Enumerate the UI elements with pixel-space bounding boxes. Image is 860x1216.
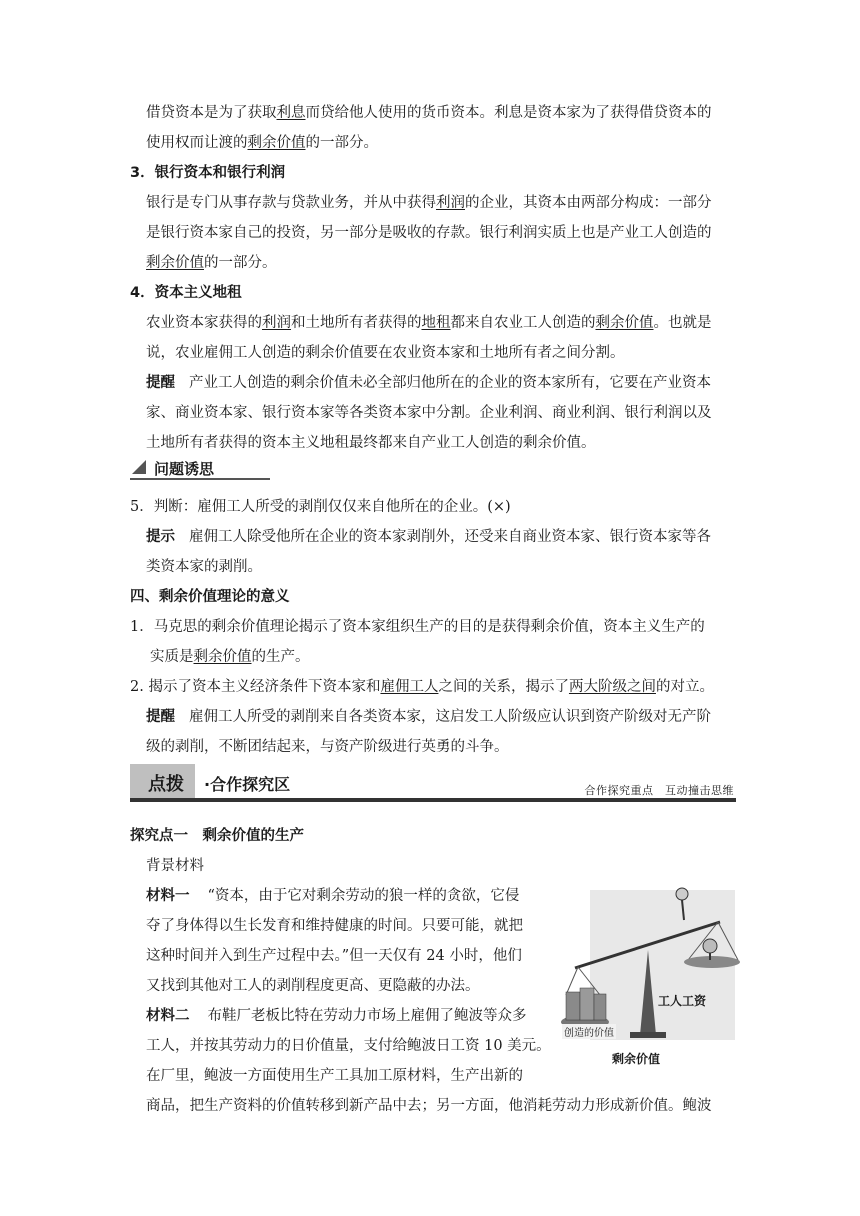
tip-line: 家、商业资本家、银行资本家等各类资本家中分割。企业利润、商业利润、银行利润以及 [146,405,712,421]
underlined-term: 剩余价值 [595,315,654,331]
section-header-question [130,456,270,482]
text: 农业资本家获得的 [146,315,262,331]
text: 的一部分。 [305,135,378,151]
underlined-term: 利息 [276,105,306,121]
text: 产业工人创造的剩余价值未必全部归他所在的企业的资本家所有，它要在产业资本 [189,375,711,391]
paragraph-line [146,193,712,213]
text: “资本，由于它对剩余劳动的狼一样的贪欲，它侵 [207,888,520,904]
tip-label: 提醒 [146,709,175,725]
text: 雇佣工人除受他所在企业的资本家剥削外，还受来自商业资本家、银行资本家等各 [189,529,711,545]
underlined-term: 两大阶级之间 [568,679,656,695]
text: 之间的关系，揭示了 [438,679,569,695]
section-banner [130,764,736,804]
tip-line: 级的剥削，不断团结起来，与资产阶级进行英勇的斗争。 [146,739,509,755]
question-5: 5．判断：雇佣工人所受的剥削仅仅来自他所在的企业。(×) [130,499,511,515]
triangle-icon [132,460,146,474]
text: 的一部分。 [204,255,277,271]
banner-right-text: 合作探究重点 互动撞击思维 [584,784,734,797]
text: 使用权而让渡的 [146,135,248,151]
background-label: 背景材料 [146,858,204,874]
text: 的企业，其资本由两部分构成：一部分 [465,195,712,211]
section-title: 问题诱思 [154,460,215,478]
meaning-1-line [150,647,310,667]
text: 布鞋厂老板比特在劳动力市场上雇佣了鲍波等众多 [207,1008,527,1024]
banner-tab-label: 点拨 [148,774,184,795]
text: 而贷给他人使用的货币资本。利息是资本家为了获得借贷资本的 [305,105,712,121]
underlined-term: 地租 [421,315,451,331]
material-line: 工人，并按其劳动力的日价值量，支付给鲍波日工资 10 美元。 [146,1038,551,1054]
material-label: 材料二 [146,1008,190,1024]
hint-line: 类资本家的剥削。 [146,559,262,575]
tip-line [146,373,711,393]
label-created-value: 创造的价值 [562,1024,616,1039]
figure-caption: 剩余价值 [612,1052,661,1066]
material-line: 夺了身体得以生长发育和维持健康的时间。只要可能，就把 [146,918,523,934]
balance-scale-figure [560,880,740,1075]
heading-3: 3．银行资本和银行利润 [130,165,286,181]
meaning-2-line [130,677,714,697]
text: 都来自农业工人创造的 [450,315,596,331]
underlined-term: 利润 [436,195,465,211]
tip-line: 土地所有者获得的资本主义地租最终都来自产业工人创造的剩余价值。 [146,435,596,451]
label-worker-wage: 工人工资 [658,994,707,1008]
text: 雇佣工人所受的剥削来自各类资本家，这启发工人阶级应认识到资产阶级对无产阶 [189,709,711,725]
tip-label: 提醒 [146,375,175,391]
text: 的生产。 [251,649,310,665]
divider [130,478,270,480]
text: 的对立。 [655,679,714,695]
heading-section-four: 四、剩余价值理论的意义 [130,589,290,605]
banner-subtitle: ·合作探究区 [204,775,291,794]
paragraph-line [146,103,712,123]
heading-4: 4．资本主义地租 [130,285,242,301]
underlined-term: 雇佣工人 [380,679,439,695]
paragraph-line [146,253,277,273]
material-line: 这种时间并入到生产过程中去。”但一天仅有 24 小时，他们 [146,948,522,964]
underlined-term: 剩余价值 [247,135,306,151]
explore-heading: 探究点一 剩余价值的生产 [130,828,304,844]
material-line: 商品，把生产资料的价值转移到新产品中去；另一方面，他消耗劳动力形成新价值。鲍波 [146,1098,712,1114]
meaning-1-line: 1．马克思的剩余价值理论揭示了资本家组织生产的目的是获得剩余价值，资本主义生产的 [130,619,705,635]
paragraph-line [146,133,378,153]
underlined-term: 剩余价值 [146,255,204,271]
material-line: 在厂里，鲍波一方面使用生产工具加工原材料，生产出新的 [146,1068,523,1084]
material-line [146,886,519,906]
material-line: 又找到其他对工人的剥削程度更高、更隐蔽的办法。 [146,978,480,994]
hint-label: 提示 [146,529,175,545]
tip-line [146,707,711,727]
material-label: 材料一 [146,888,190,904]
banner-rule [130,798,736,802]
paragraph-line: 说，农业雇佣工人创造的剩余价值要在农业资本家和土地所有者之间分割。 [146,345,625,361]
underlined-term: 利润 [262,315,291,331]
underlined-term: 剩余价值 [193,649,252,665]
paragraph-line: 是银行资本家自己的投资，另一部分是吸收的存款。银行利润实质上也是产业工人创造的 [146,225,712,241]
text: 银行是专门从事存款与贷款业务，并从中获得 [146,195,436,211]
hint-line [146,527,711,547]
text: 和土地所有者获得的 [291,315,422,331]
text: 借贷资本是为了获取 [146,105,277,121]
text: 2. 揭示了资本主义经济条件下资本家和 [130,679,381,695]
text: 。也就是 [653,315,712,331]
text: 实质是 [150,649,194,665]
material-line [146,1006,527,1026]
paragraph-line [146,313,712,333]
balance-scale-illustration [560,880,740,1075]
